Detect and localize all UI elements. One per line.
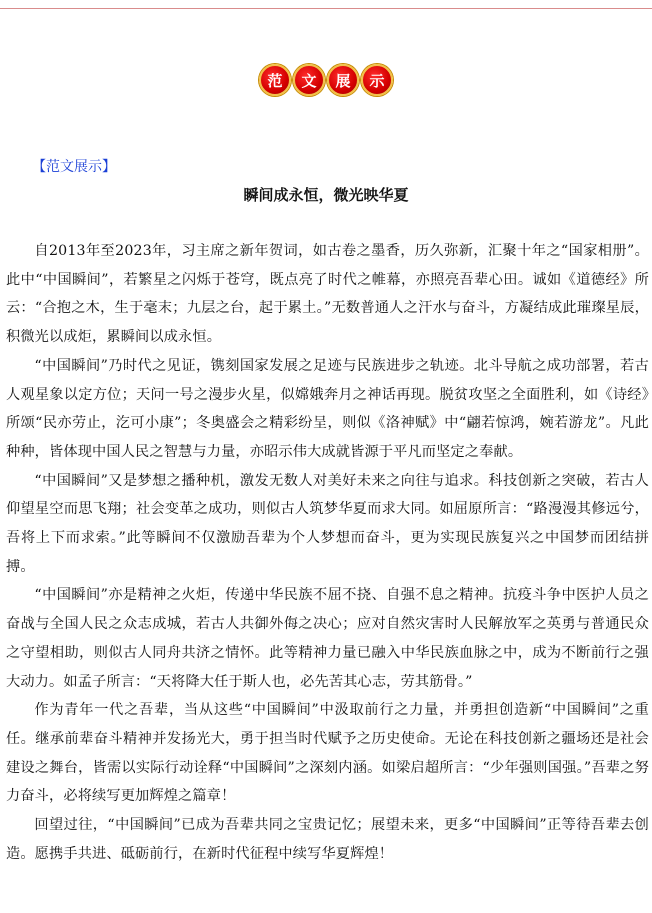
- header-badge-char: 文: [293, 64, 325, 96]
- section-label: 【范文展示】: [32, 159, 116, 175]
- essay-paragraph: 自2013年至2023年，习主席之新年贺词，如古卷之墨香，历久弥新，汇聚十年之“国家相册”。此中“中国瞬间”，若繁星之闪烁于苍穹，既点亮了时代之帷幕，亦照亮吾辈心田。诚如《道德经》所云：“合抱之木，生于毫末；九层之台，起于累土。”无数普通人之汗水与奋斗，方凝结成此璀璨星辰，积微光以成炬，累瞬间以成永恒。: [6, 243, 649, 346]
- essay-paragraph: “中国瞬间”乃时代之见证，镌刻国家发展之足迹与民族进步之轨迹。北斗导航之成功部署，若古人观星象以定方位；天问一号之漫步火星，似嫦娥奔月之神话再现。脱贫攻坚之全面胜利，如《诗经》所颂“民亦劳止，汔可小康”；冬奥盛会之精彩纷呈，则似《洛神赋》中“翩若惊鸿，婉若游龙”。凡此种种，皆体现中国人民之智慧与力量，亦昭示伟大成就皆源于平凡而坚定之奉献。: [6, 357, 649, 460]
- header-badge-char: 示: [361, 64, 393, 96]
- header-badge-char: 范: [259, 64, 291, 96]
- header-badges: [0, 64, 652, 96]
- essay-paragraph: “中国瞬间”亦是精神之火炬，传递中华民族不屈不挠、自强不息之精神。抗疫斗争中医护人员之奋战与全国人民之众志成城，若古人共御外侮之决心；应对自然灾害时人民解放军之英勇与普通民众之守望相助，则似古人同舟共济之情怀。此等精神力量已融入中华民族血脉之中，成为不断前行之强大动力。如孟子所言：“天将降大任于斯人也，必先苦其心志，劳其筋骨。”: [6, 587, 649, 690]
- essay-title: 瞬间成永恒，微光映华夏: [243, 186, 409, 204]
- essay-paragraph: 作为青年一代之吾辈，当从这些“中国瞬间”中汲取前行之力量，并勇担创造新“中国瞬间”之重任。继承前辈奋斗精神并发扬光大，勇于担当时代赋予之历史使命。无论在科技创新之疆场还是社会建设之舞台，皆需以实际行动诠释“中国瞬间”之深刻内涵。如梁启超所言：“少年强则国强。”吾辈之努力奋斗，必将续写更加辉煌之篇章！: [6, 702, 649, 805]
- essay-paragraph: “中国瞬间”又是梦想之播种机，激发无数人对美好未来之向往与追求。科技创新之突破，若古人仰望星空而思飞翔；社会变革之成功，则似古人筑梦华夏而求大同。如屈原所言：“路漫漫其修远兮，吾将上下而求索。”此等瞬间不仅激励吾辈为个人梦想而奋斗，更为实现民族复兴之中国梦而团结拼搏。: [6, 472, 649, 575]
- header-badge-char: 展: [327, 64, 359, 96]
- essay-body: [6, 237, 649, 868]
- essay-paragraph: 回望过往，“中国瞬间”已成为吾辈共同之宝贵记忆；展望未来，更多“中国瞬间”正等待吾辈去创造。愿携手共进、砥砺前行，在新时代征程中续写华夏辉煌！: [6, 817, 649, 862]
- top-divider: [0, 8, 652, 9]
